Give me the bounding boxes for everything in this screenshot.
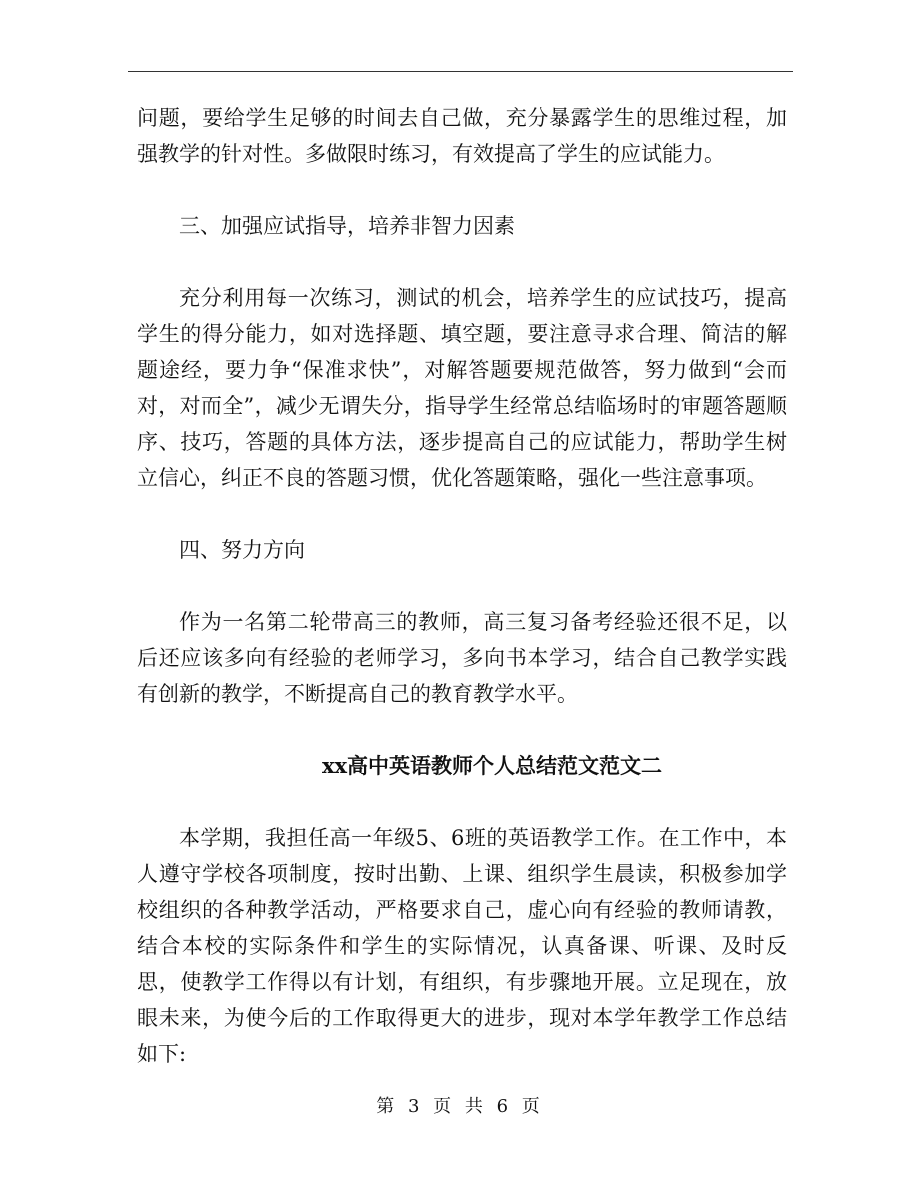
page-footer: 第 3 页 共 6 页 <box>376 1096 544 1117</box>
paragraph-exam-guidance: 充分利用每一次练习，测试的机会，培养学生的应试技巧，提高学生的得分能力，如对选择题、填空题，要注意寻求合理、简洁的解题途经，要力争“保准求快”，对解答题要规范做答，努力做到“会而对，对而全”，减少无谓失分，指导学生经常总结临场时的审题答题顺序、技巧，答题的具体方法，逐步提高自己的应试能力，帮助学生树立信心，纠正不良的答题习惯，优化答题策略，强化一些注意事项。 <box>137 286 787 490</box>
paragraph-intro: 本学期，我担任高一年级5、6班的英语教学工作。在工作中，本人遵守学校各项制度，按时出勤、上课、组织学生晨读，积极参加学校组织的各种教学活动，严格要求自己，虚心向有经验的教师请教，结合本校的实际条件和学生的实际情况，认真备课、听课、及时反思，使教学工作得以有计划，有组织，有步骤地开展。立足现在，放眼未来，为使今后的工作取得更大的进步，现对本学年教学工作总结如下: <box>137 826 787 1066</box>
section-heading-3: 三、加强应试指导，培养非智力因素 <box>179 214 515 238</box>
article-title: xx高中英语教师个人总结范文范文二 <box>321 753 663 778</box>
document-body <box>137 100 787 1072</box>
header-rule <box>128 71 793 72</box>
paragraph-continued: 问题，要给学生足够的时间去自己做，充分暴露学生的思维过程，加强教学的针对性。多做限时练习，有效提高了学生的应试能力。 <box>137 106 787 166</box>
section-heading-4: 四、努力方向 <box>179 538 305 562</box>
paragraph-direction: 作为一名第二轮带高三的教师，高三复习备考经验还很不足，以后还应该多向有经验的老师学习，多向书本学习，结合自己教学实践有创新的教学，不断提高自己的教育教学水平。 <box>137 610 787 706</box>
